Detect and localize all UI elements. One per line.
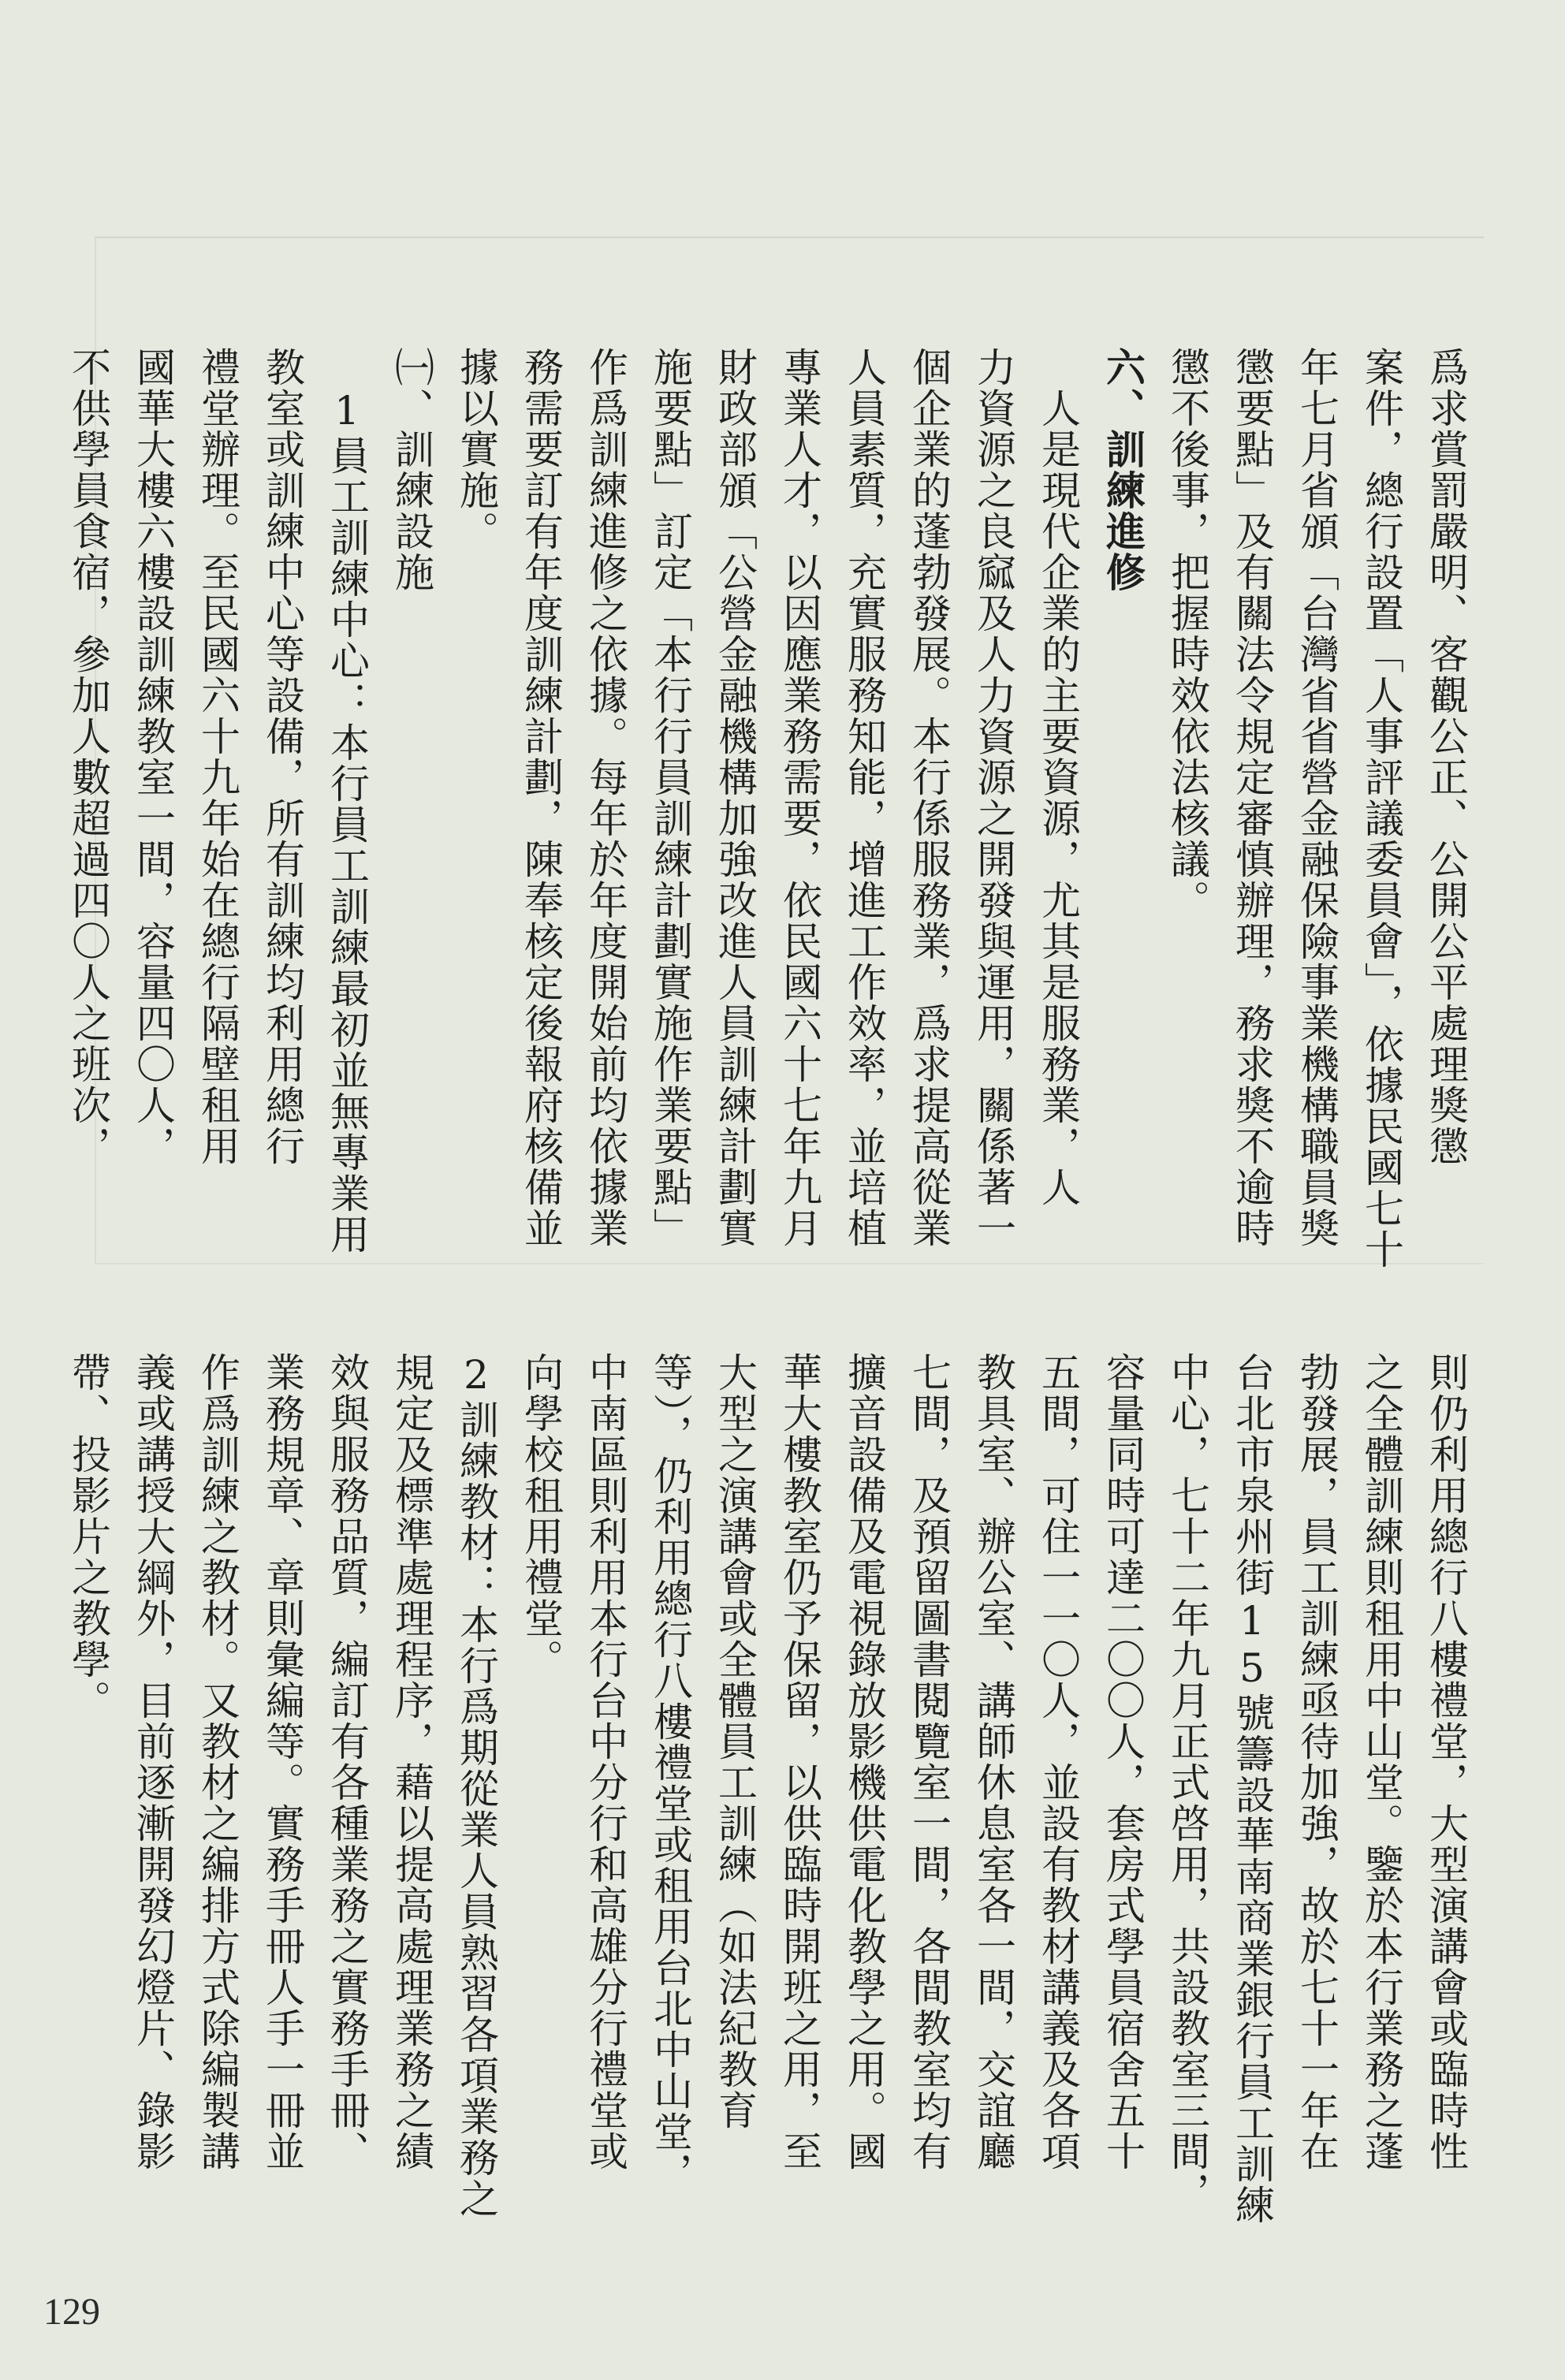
bottom-column-10: 擴音設備及電視錄放影機供電化教學之用。國: [841, 1352, 887, 2172]
bottom-text-block: [56, 1352, 1478, 2235]
bottom-column-4: 台北市泉州街15號籌設華南商業銀行員工訓練: [1229, 1352, 1275, 2225]
top-text-block: [56, 347, 1478, 1387]
top-column-8: 力資源之良窳及人力資源之開發與運用，關係著一: [971, 347, 1016, 1249]
section-heading: 六、訓練進修: [1100, 347, 1146, 593]
top-column-12: 財政部頒「公營金融機構加強改進人員訓練計劃實: [712, 347, 758, 1249]
top-column-1: 爲求賞罰嚴明、客觀公正、公開公平處理獎懲: [1423, 347, 1469, 1167]
bottom-column-16: 2訓練教材：本行爲期從業人員熟習各項業務之: [453, 1352, 499, 2219]
top-column-14: 作爲訓練進修之依據。每年於年度開始前均依據業: [583, 347, 628, 1249]
bottom-column-9: 七間，及預留圖書閱覽室一間，各間教室均有: [906, 1352, 952, 2172]
bottom-column-6: 容量同時可達二〇〇人，套房式學員宿舍五十: [1100, 1352, 1146, 2172]
top-column-15: 務需要訂有年度訓練計劃，陳奉核定後報府核備並: [518, 347, 564, 1249]
bottom-column-12: 大型之演講會或全體員工訓練（如法紀教育: [712, 1352, 758, 2131]
top-column-19: 教室或訓練中心等設備，所有訓練均利用總行: [259, 347, 305, 1167]
top-column-20: 禮堂辦理。至民國六十九年始在總行隔壁租用: [195, 347, 240, 1167]
bottom-column-5: 中心，七十二年九月正式啓用，共設教室三間，: [1164, 1352, 1210, 2213]
top-column-11: 專業人才，以因應業務需要，依民國六十七年九月: [777, 347, 822, 1249]
top-column-10: 人員素質，充實服務知能，增進工作效率，並培植: [841, 347, 887, 1249]
top-column-21: 國華大樓六樓設訓練教室一間，容量四〇人，: [130, 347, 176, 1167]
bottom-column-2: 之全體訓練則租用中山堂。鑒於本行業務之蓬: [1358, 1352, 1404, 2172]
bottom-column-7: 五間，可住一一〇人，並設有教材講義及各項: [1035, 1352, 1081, 2172]
top-column-3: 年七月省頒「台灣省省營金融保險事業機構職員獎: [1294, 347, 1340, 1249]
bottom-column-11: 華大樓教室仍予保留，以供臨時開班之用，至: [777, 1352, 822, 2172]
bottom-column-1: 則仍利用總行八樓禮堂，大型演講會或臨時性: [1423, 1352, 1469, 2172]
bottom-column-19: 業務規章、章則彙編等。實務手冊人手一冊並: [259, 1352, 305, 2172]
bottom-column-15: 向學校租用禮堂。: [518, 1352, 564, 1680]
top-column-18: 1員工訓練中心：本行員工訓練最初並無專業用: [324, 347, 370, 1255]
top-column-4: 懲要點」及有關法令規定審慎辦理，務求獎不逾時: [1229, 347, 1275, 1249]
top-column-5: 懲不後事，把握時效依法核議。: [1164, 347, 1210, 921]
top-column-13: 施要點」訂定「本行行員訓練計劃實施作業要點」: [647, 347, 693, 1249]
bottom-column-20: 作爲訓練之教材。又教材之編排方式除編製講: [195, 1352, 240, 2172]
bottom-column-3: 勃發展，員工訓練亟待加強，故於七十一年在: [1294, 1352, 1340, 2172]
top-column-17: ㈠、訓練設施: [389, 347, 434, 593]
bottom-column-21: 義或講授大綱外，目前逐漸開發幻燈片、錄影: [130, 1352, 176, 2172]
top-column-7: 人是現代企業的主要資源，尤其是服務業，人: [1035, 347, 1081, 1208]
bottom-column-13: 等），仍利用總行八樓禮堂或租用台北中山堂，: [647, 1352, 693, 2193]
bottom-column-14: 中南區則利用本行台中分行和高雄分行禮堂或: [583, 1352, 628, 2172]
bottom-column-22: 帶、投影片之教學。: [65, 1352, 111, 1721]
bottom-column-18: 效與服務品質，編訂有各種業務之實務手冊、: [324, 1352, 370, 2172]
top-column-22: 不供學員食宿，參加人數超過四〇人之班次，: [65, 347, 111, 1167]
page-number: 129: [43, 2291, 100, 2333]
top-column-2: 案件，總行設置「人事評議委員會」，依據民國七十: [1358, 347, 1404, 1270]
bottom-column-17: 規定及標準處理程序，藉以提高處理業務之績: [389, 1352, 434, 2172]
bottom-column-8: 教具室、辦公室、講師休息室各一間，交誼廳: [971, 1352, 1016, 2172]
top-column-9: 個企業的蓬勃發展。本行係服務業，爲求提高從業: [906, 347, 952, 1249]
top-column-16: 據以實施。: [453, 347, 499, 552]
